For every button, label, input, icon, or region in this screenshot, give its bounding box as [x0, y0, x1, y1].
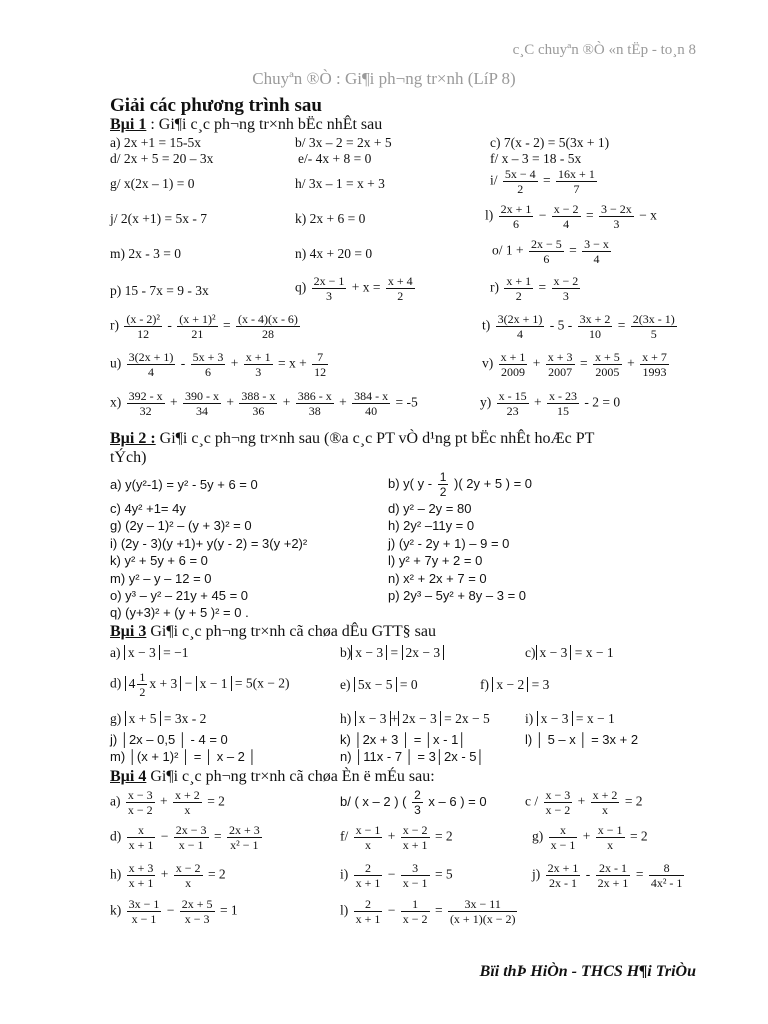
bai2-m: m) y² – y – 12 = 0: [110, 571, 212, 586]
bai3-k: k) │2x + 3 │ = │x - 1│: [340, 732, 467, 747]
bai4-i: i) $\frac{2}{x + 1}$ − $\frac{3}{x - 1}$ = 5: [340, 861, 453, 890]
bai3-f: f) x − 2 = 3: [480, 677, 550, 692]
bai2-b: b) y( y - $\frac{1}{2}$ )( 2y + 5 ) = 0: [388, 470, 533, 499]
bai1-m: m) 2x - 3 = 0: [110, 246, 181, 261]
header-topic: Chuyªn ®Ò : Gi¶i ph¬ng tr×nh (LíP 8): [252, 69, 516, 88]
bai2-h: h) 2y² –11y = 0: [388, 518, 475, 533]
bai4-heading: Bµi 4 Gi¶i c¸c ph¬ng tr×nh cã chøa Èn ë mÉu sau:: [110, 768, 435, 785]
bai1-y: y) $\frac{x - 15}{23}$ + $\frac{x - 23}{15}$ - 2 = 0: [480, 389, 621, 418]
bai1-g: g/ x(2x – 1) = 0: [110, 176, 195, 191]
bai2-g: g) (2y – 1)² – (y + 3)² = 0: [110, 518, 252, 533]
bai3-a: a) x − 3 = −1: [110, 645, 189, 660]
bai4-a: a) $\frac{x - 3}{x - 2}$ + $\frac{x + 2}{x}$ = 2: [110, 788, 225, 817]
bai4-g: g) $\frac{x}{x - 1}$ + $\frac{x - 1}{x}$ = 2: [532, 823, 648, 852]
bai1-u: u) $\frac{3(2x + 1)}{4}$ - $\frac{5x + 3}{6}$ + $\frac{x + 1}{3}$ = x + $\frac{7}{12}$: [110, 350, 327, 379]
bai3-h: h) x − 3 + 2x − 3 = 2x − 5: [340, 711, 490, 726]
bai4-c: c / $\frac{x - 3}{x - 2}$ + $\frac{x + 2}{x}$ = 2: [525, 788, 643, 817]
bai3-heading: Bµi 3 Gi¶i c¸c ph¬ng tr×nh cã chøa dÊu GTT§ sau: [110, 623, 436, 640]
bai1-v: v) $\frac{x + 1}{2009}$ + $\frac{x + 3}{2007}$ = $\frac{x + 5}{2005}$ + $\frac{x + 7}{1993}$: [482, 350, 667, 379]
bai3-e: e) 5x − 5 = 0: [340, 677, 418, 692]
bai1-e: e/- 4x + 8 = 0: [298, 151, 372, 166]
bai1-r2: r) $\frac{\text{(x - 2)²}}{12}$ - $\frac{\text{(x + 1)²}}{21}$ = $\frac{(x - 4)(x - 6)}{28}$: [110, 312, 298, 341]
bai1-k: k) 2x + 6 = 0: [295, 211, 366, 226]
bai2-c: c) 4y² +1= 4y: [110, 501, 186, 516]
bai2-l: l) y² + 7y + 2 = 0: [388, 553, 483, 568]
bai3-i: i) x − 3 = x − 1: [525, 711, 615, 726]
bai2-q: q) (y+3)² + (y + 5 )² = 0 .: [110, 605, 249, 620]
bai1-q: q) $\frac{2x - 1}{3}$ + x = $\frac{x + 4}{2}$: [295, 274, 413, 303]
bai2-n: n) x² + 2x + 7 = 0: [388, 571, 487, 586]
bai1-c: c) 7(x - 2) = 5(3x + 1): [490, 135, 610, 150]
bai1-l: l) $\frac{2x + 1}{6}$ − $\frac{x - 2}{4}$ = $\frac{3 - 2x}{3}$ − x: [485, 202, 657, 231]
bai3-g: g) x + 5 = 3x - 2: [110, 711, 207, 726]
bai4-b: b/ ( x – 2 ) ( $\frac{2}{3}$ x – 6 ) = 0: [340, 788, 487, 817]
bai2-a: a) y(y²-1) = y² - 5y + 6 = 0: [110, 477, 258, 492]
bai3-n: n) │11x - 7 │ = 3│2x - 5│: [340, 749, 485, 764]
bai3-b: b) x − 3 = 2x − 3: [340, 645, 444, 661]
bai2-p: p) 2y³ – 5y² + 8y – 3 = 0: [388, 588, 527, 603]
bai3-j: j) │2x – 0,5 │ - 4 = 0: [110, 732, 228, 747]
bai2-d: d) y² – 2y = 80: [388, 501, 472, 516]
bai1-p: p) 15 - 7x = 9 - 3x: [110, 283, 209, 298]
bai1-h: h/ 3x – 1 = x + 3: [295, 176, 385, 191]
bai1-a: a) 2x +1 = 15-5x: [110, 135, 201, 150]
bai2-j: j) (y² - 2y + 1) – 9 = 0: [388, 536, 510, 551]
bai1-r1: r) $\frac{x + 1}{2}$ = $\frac{x - 2}{3}$: [490, 274, 579, 303]
bai3-d: d) 4 $\frac{1}{2}$ x + 3 − x − 1 = 5(x − 2): [110, 670, 290, 699]
bai2-o: o) y³ – y² – 21y + 45 = 0: [110, 588, 249, 603]
bai1-x: x) $\frac{392 - x}{32}$ + $\frac{390 - x}{34}$ + $\frac{388 - x}{36}$ + $\frac{386 - x}{38}$ + $\frac{384 - x}{40}$ = -5: [110, 389, 418, 418]
bai1-f: f/ x – 3 = 18 - 5x: [490, 151, 582, 166]
bai1-d: d/ 2x + 5 = 20 – 3x: [110, 151, 214, 166]
bai4-f: f/ $\frac{x - 1}{x}$ + $\frac{x - 2}{x + 1}$ = 2: [340, 823, 453, 852]
bai1-t: t) $\frac{3(2x + 1)}{4}$ - 5 - $\frac{3x + 2}{10}$ = $\frac{2(3x - 1)}{5}$: [482, 312, 675, 341]
bai1-j: j/ 2(x +1) = 5x - 7: [110, 211, 207, 226]
bai2-k: k) y² + 5y + 6 = 0: [110, 553, 208, 568]
bai1-n: n) 4x + 20 = 0: [295, 246, 373, 261]
bai1-b: b/ 3x – 2 = 2x + 5: [295, 135, 392, 150]
bai1-heading: Bµi 1 : Gi¶i c¸c ph¬ng tr×nh bËc nhÊt sau: [110, 116, 383, 133]
bai1-o: o/ 1 + $\frac{2x - 5}{6}$ = $\frac{3 - x}{4}$: [492, 237, 609, 266]
bai3-m: m) │(x + 1)² │ = │ x – 2 │: [110, 749, 257, 764]
bai2-heading: Bµi 2 : Gi¶i c¸c ph¬ng tr×nh sau (®a c¸c PT vÒ d¹ng pt bËc nhÊt hoÆc PT tÝch): [110, 430, 595, 466]
page-title: Giải các phương trình sau: [110, 95, 322, 116]
bai4-h: h) $\frac{x + 3}{x + 1}$ + $\frac{x - 2}{x}$ = 2: [110, 861, 226, 890]
bai4-j: j) $\frac{2x + 1}{2x - 1}$ - $\frac{2x - 1}{2x + 1}$ = $\frac{8}{\text{4x² - 1}}$: [532, 861, 683, 890]
bai3-l: l) │ 5 – x │ = 3x + 2: [525, 732, 639, 747]
bai4-l: l) $\frac{2}{x + 1}$ − $\frac{1}{x - 2}$ = $\frac{3x - 11}{(x + 1)(x - 2)}$: [340, 897, 516, 926]
bai4-d: d) $\frac{x}{x + 1}$ − $\frac{2x - 3}{x - 1}$ = $\frac{2x + 3}{\text{x² − 1}}$: [110, 823, 260, 852]
header-course-title: c¸C chuyªn ®Ò «n tËp - to¸n 8: [512, 42, 696, 58]
bai1-i: i/ $\frac{5x - 4}{2}$ = $\frac{16x + 1}{7}$: [490, 167, 595, 196]
author-footer: Bïi thÞ HiÒn - THCS H¶i TriÒu: [479, 963, 696, 980]
bai2-i: i) (2y - 3)(y +1)+ y(y - 2) = 3(y +2)²: [110, 536, 308, 551]
bai4-k: k) $\frac{3x - 1}{x - 1}$ − $\frac{2x + 5}{x - 3}$ = 1: [110, 897, 238, 926]
bai3-c: c) x − 3 = x − 1: [525, 645, 614, 660]
